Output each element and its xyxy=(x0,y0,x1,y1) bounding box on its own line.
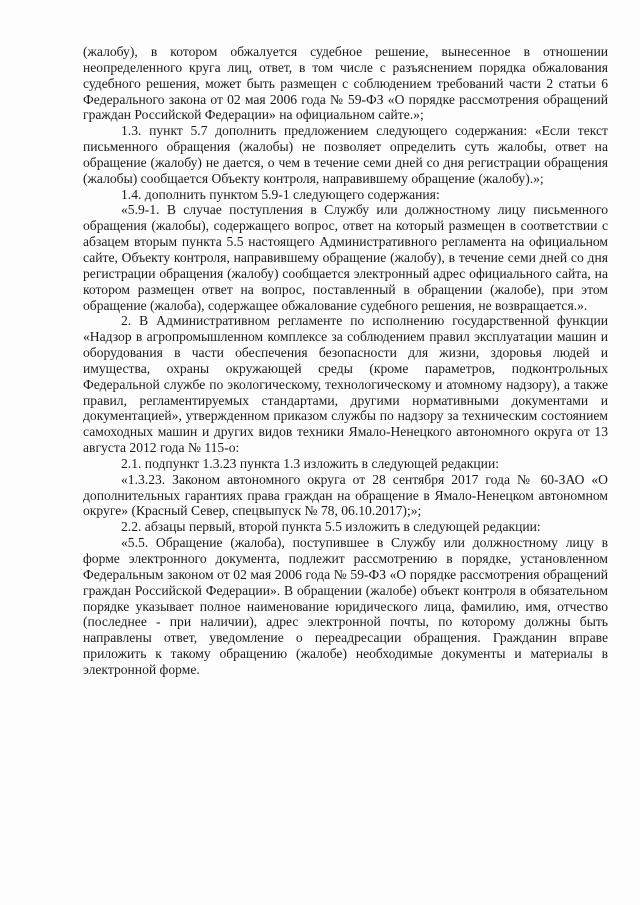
paragraph-item-1-3: 1.3. пункт 5.7 дополнить предложением следующего содержания: «Если текст письменного обращения (жалобы) не позволяет определить суть жалобы, ответ на обращение (жалобу) не дается, о чем в течение семи дней со дня регистрации обращения (жалобы) сообщается Объекту контроля, направившему обращение (жалобу).»; xyxy=(83,123,608,186)
paragraph-item-1-4: 1.4. дополнить пунктом 5.9-1 следующего содержания: xyxy=(121,186,440,202)
paragraph-continuation: (жалобу), в котором обжалуется судебное решение, вынесенное в отношении неопределенного круга лиц, ответ, в том числе с разъяснением порядка обжалования судебного решения, может быть размещен с соблюдением требований части 2 статьи 6 Федерального закона от 02 мая 2006 года № 59-ФЗ «О порядке рассмотрения обращений граждан Российской Федерации» на официальном сайте.»; xyxy=(83,44,608,123)
paragraph-item-2: 2. В Административном регламенте по исполнению государственной функции «Надзор в агропромышленном комплексе за соблюдением правил эксплуатации машин и оборудования в части обеспечения безопасности для жизни, здоровья людей и имущества, охраны окружающей среды (кроме параметров, подконтрольных Федеральной службе по экологическому, технологическому и атомному надзору), а также правил, регламентируемых стандартами, другими нормативными документами и документацией», утвержденном приказом службы по надзору за техническим состоянием самоходных машин и других видов техники Ямало-Ненецкого автономного округа от 13 августа 2012 года № 115-о: xyxy=(83,313,608,456)
document-body xyxy=(83,44,608,678)
paragraph-item-2-2: 2.2. абзацы первый, второй пункта 5.5 изложить в следующей редакции: xyxy=(121,519,541,535)
paragraph-item-2-1: 2.1. подпункт 1.3.23 пункта 1.3 изложить в следующей редакции: xyxy=(121,455,500,471)
paragraph-item-5-9-1: «5.9-1. В случае поступления в Службу или должностному лицу письменного обращения (жалобы), содержащего вопрос, ответ на который размещен в соответствии с абзацем вторым пункта 5.5 настоящего Административного регламента на официальном сайте, Объекту контроля, направившему обращение (жалобу), в течение семи дней со дня регистрации обращения (жалобу) сообщается электронный адрес официального сайта, на котором размещен ответ на вопрос, поставленный в обращении (жалобе), при этом обращение (жалоба), содержащее обжалование судебного решения, не возвращается.». xyxy=(83,202,608,313)
paragraph-item-1-3-23: «1.3.23. Законом автономного округа от 28 сентября 2017 года № 60-ЗАО «О дополнительных гарантиях права граждан на обращение в Ямало-Ненецком автономном округе» (Красный Север, спецвыпуск № 78, 06.10.2017);»; xyxy=(83,471,608,519)
paragraph-item-5-5: «5.5. Обращение (жалоба), поступившее в Службу или должностному лицу в форме электронного документа, подлежит рассмотрению в порядке, установленном Федеральным законом от 02 мая 2006 года № 59-ФЗ «О порядке рассмотрения обращений граждан Российской Федерации». В обращении (жалобе) объект контроля в обязательном порядке указывает полное наименование юридического лица, фамилию, имя, отчество (последнее - при наличии), адрес электронной почты, по которому должны быть направлены ответ, уведомление о переадресации обращения. Гражданин вправе приложить к такому обращению (жалобе) необходимые документы и материалы в электронной форме. xyxy=(83,535,608,677)
